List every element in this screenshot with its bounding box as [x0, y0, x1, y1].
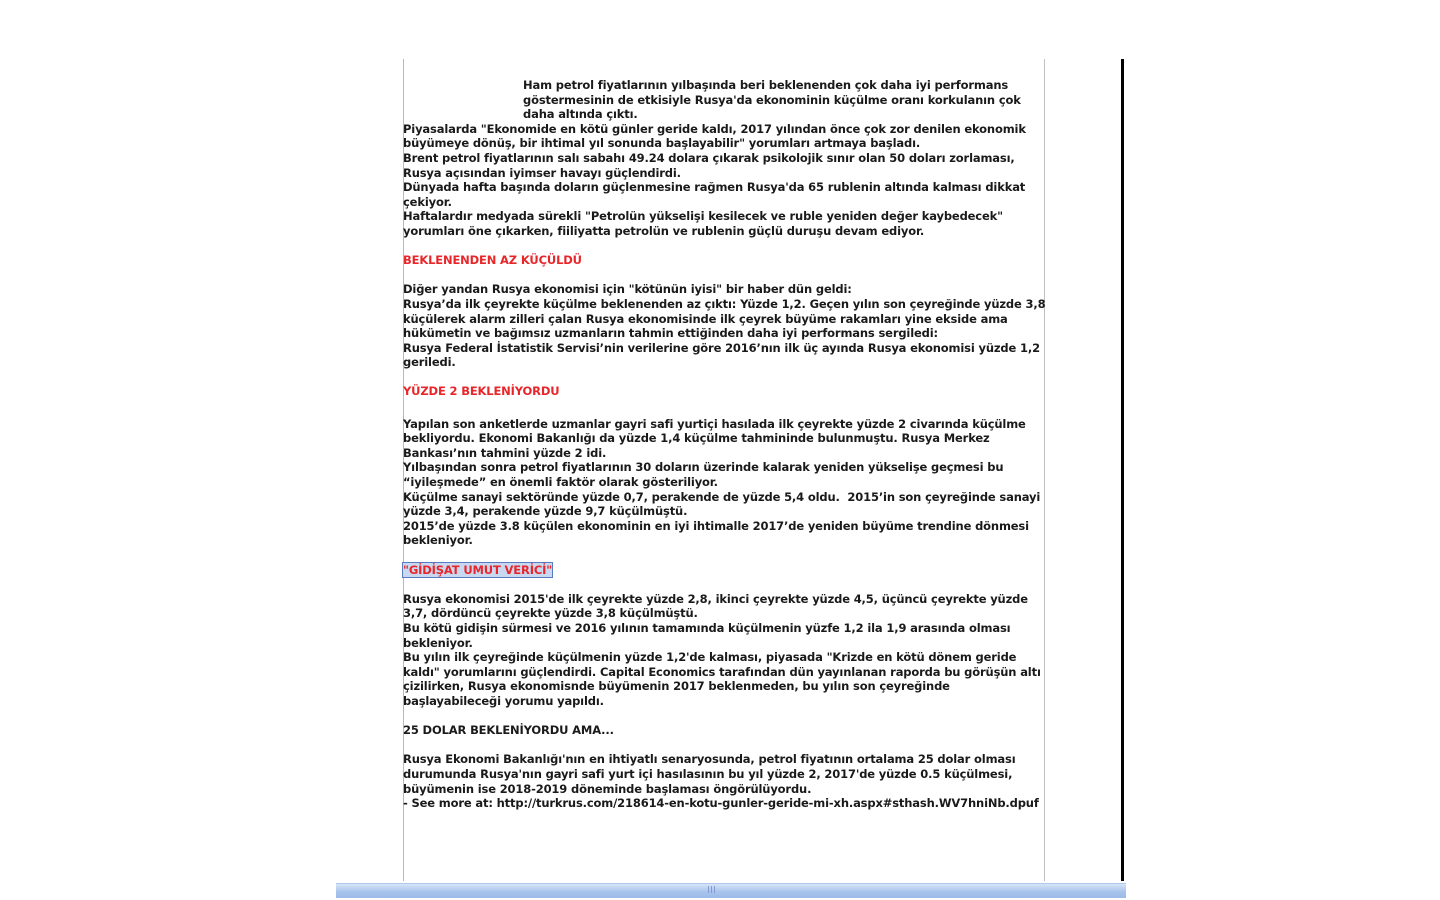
- paragraph[interactable]: Rusya’da ilk çeyrekte küçülme beklenenden az çıktı: Yüzde 1,2. Geçen yılın son çeyreğinde yüzde 3,8 küçülerek alarm zilleri çalan Rusya ekonomisinde ilk çeyrek büyüme rakamları yine ekside ama hükümetin ve bağımsız uzmanların tahmin ettiğinden daha iyi performans sergiledi:: [403, 296, 1050, 341]
- paragraph[interactable]: Bu kötü gidişin sürmesi ve 2016 yılının tamamında küçülmenin yüzfe 1,2 ila 1,9 arasında olması bekleniyor.: [403, 620, 1015, 650]
- section-heading[interactable]: 25 DOLAR BEKLENİYORDU AMA...: [403, 723, 614, 738]
- paragraph[interactable]: Rusya Federal İstatistik Servisi’nin verilerine göre 2016’nın ilk üç ayında Rusya ekonomisi yüzde 1,2 geriledi.: [403, 340, 1044, 370]
- text-selection[interactable]: "GİDİŞAT UMUT VERİCİ": [403, 562, 553, 577]
- blank-line: [403, 268, 1049, 283]
- blank-line: [403, 239, 1049, 254]
- paragraph[interactable]: Haftalardır medyada sürekli "Petrolün yükselişi kesilecek ve ruble yeniden değer kaybedecek" yorumları öne çıkarken, fiiliyatta petrolün ve rublenin güçlü duruşu devam ediyor.: [403, 209, 1007, 238]
- paragraph[interactable]: Yapılan son anketlerde uzmanlar gayri safi yurtiçi hasılada ilk çeyrekte yüzde 2 civarında küçülme bekliyordu. Ekonomi Bakanlığı da yüzde 1,4 küçülme tahmininde bulunmuştu. Rusya Merkez Bankası’nın tahmini yüzde 2 idi.: [403, 416, 1030, 460]
- paragraph[interactable]: Rusya Ekonomi Bakanlığı'nın en ihtiyatlı senaryosunda, petrol fiyatının ortalama 25 dolar olması durumunda Rusya'nın gayri safi yurt içi hasılasının bu yıl yüzde 2, 2017'de yüzde 0.5 küçülmesi, büyümenin ise 2018-2019 döneminde başlaması öngörülüyordu.: [403, 752, 1020, 796]
- blank-line: [403, 709, 1049, 724]
- paragraph[interactable]: Diğer yandan Rusya ekonomisi için "kötünün iyisi" bir haber dün geldi:: [403, 282, 852, 297]
- paragraph[interactable]: Bu yılın ilk çeyreğinde küçülmenin yüzde 1,2'de kalması, piyasada "Krizde en kötü dönem geride kaldı" yorumlarını güçlendirdi. Capital Economics tarafından dün yayınlanan raporda bu görüşün altı çizilirken, Rusya ekonomisnde büyümenin 2017 beklenmeden, bu yılın son çeyreğinde başlayabileceği yorumu yapıldı.: [403, 650, 1045, 708]
- paragraph[interactable]: Yılbaşından sonra petrol fiyatlarının 30 doların üzerinde kalarak yeniden yükselişe geçmesi bu “iyileşmede” en önemli faktör olarak gösteriliyor.: [403, 460, 1008, 490]
- paragraph[interactable]: Brent petrol fiyatlarının salı sabahı 49.24 dolara çıkarak psikolojik sınır olan 50 doları zorlaması, Rusya açısından iyimser havayı güçlendirdi.: [403, 150, 1019, 180]
- page-edge-border: [1121, 59, 1124, 881]
- section-heading[interactable]: YÜZDE 2 BEKLENİYORDU: [403, 384, 560, 399]
- section-heading[interactable]: BEKLENENDEN AZ KÜÇÜLDÜ: [403, 253, 582, 268]
- paragraph[interactable]: Rusya ekonomisi 2015'de ilk çeyrekte yüzde 2,8, ikinci çeyrekte yüzde 4,5, üçüncü çeyrekte yüzde 3,7, dördüncü çeyrekte yüzde 3,8 küçülmüştü.: [403, 591, 1032, 621]
- paragraph[interactable]: Küçülme sanayi sektöründe yüzde 0,7, perakende de yüzde 5,4 oldu. 2015’in son çeyreğinde sanayi yüzde 3,4, perakende yüzde 9,7 küçülmüştü.: [403, 489, 1045, 519]
- see-more-link[interactable]: - See more at: http://turkrus.com/218614-en-kotu-gunler-geride-mi-xh.aspx#sthash.WV7hniNb.dpuf: [403, 796, 1039, 811]
- blank-line: [403, 399, 1049, 414]
- blank-line: [403, 577, 1049, 592]
- blank-line: [403, 738, 1049, 753]
- document-body[interactable]: [403, 78, 1049, 811]
- horizontal-scrollbar[interactable]: [336, 883, 1126, 898]
- section-heading-selected[interactable]: [403, 563, 1049, 578]
- scrollbar-grip-icon[interactable]: [706, 886, 716, 894]
- paragraph[interactable]: Dünyada hafta başında doların güçlenmesine rağmen Rusya'da 65 rublenin altında kalması dikkat çekiyor.: [403, 180, 1030, 209]
- paragraph[interactable]: 2015’de yüzde 3.8 küçülen ekonominin en iyi ihtimalle 2017’de yeniden büyüme trendine dönmesi bekleniyor.: [403, 518, 1033, 548]
- blank-line: [403, 548, 1049, 563]
- paragraph[interactable]: Ham petrol fiyatlarının yılbaşında beri beklenenden çok daha iyi performans göstermesinin de etkisiyle Rusya'da ekonominin küçülme oranı korkulanın çok daha altında çıktı.: [523, 78, 1025, 122]
- blank-line: [403, 370, 1049, 385]
- paragraph[interactable]: Piyasalarda "Ekonomide en kötü günler geride kaldı, 2017 yılından önce çok zor denilen ekonomik büyümeye dönüş, bir ihtimal yıl sonunda başlayabilir" yorumları artmaya başladı.: [403, 121, 1030, 151]
